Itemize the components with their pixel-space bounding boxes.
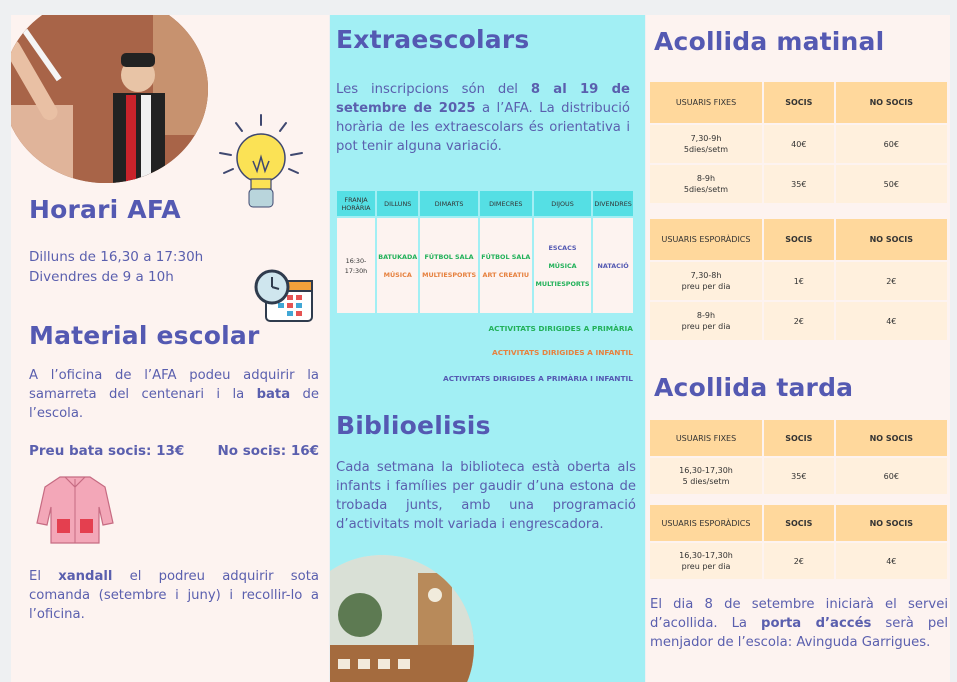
- fee-header: SOCIS: [764, 505, 834, 541]
- school-photo: [330, 555, 474, 682]
- fee-header: NO SOCIS: [836, 82, 947, 123]
- activity: MÚSICA: [548, 261, 577, 270]
- fee-row: [650, 543, 947, 579]
- schedule-header: FRANJA HORÀRIA: [337, 191, 375, 216]
- extra-text-a: Les inscripcions són del: [336, 82, 531, 97]
- fee-label-line: 16,30-17,30h: [679, 551, 733, 560]
- tarda-text-a: El dia 8 de setembre iniciarà el servei d’acollida. La: [650, 597, 948, 631]
- fee-nosocis: 60€: [836, 125, 947, 163]
- legend-primaria: ACTIVITATS DIRIGIDES A PRIMÀRIA: [488, 324, 633, 333]
- horari-schedule: [29, 247, 203, 287]
- acollida-tarda-title: Acollida tarda: [654, 373, 854, 402]
- material-text-bold: bata: [256, 387, 291, 402]
- fee-header: USUARIS FIXES: [650, 420, 762, 456]
- activity: FÚTBOL SALA: [424, 252, 474, 261]
- schedule-divendres: [593, 218, 633, 313]
- fee-header-row: [650, 420, 947, 456]
- price-nosocis: No socis: 16€: [217, 443, 319, 459]
- activity: NATACIÓ: [597, 261, 629, 270]
- fee-label-line: preu per dia: [681, 562, 731, 571]
- schedule-header-row: [337, 191, 633, 216]
- price-socis: Preu bata socis: 13€: [29, 443, 185, 459]
- fee-header-row: [650, 505, 947, 541]
- fee-header: USUARIS FIXES: [650, 82, 762, 123]
- fee-label-line: 5dies/setm: [683, 185, 729, 194]
- fee-socis: 40€: [764, 125, 834, 163]
- fee-label-line: 5dies/setm: [683, 145, 729, 154]
- activity: MULTIESPORTS: [422, 270, 477, 279]
- fee-label-line: 7,30-8h: [690, 271, 722, 280]
- schedule-header: DIJOUS: [534, 191, 591, 216]
- horari-line-2: Divendres de 9 a 10h: [29, 269, 174, 285]
- fee-label-line: preu per dia: [681, 322, 731, 331]
- fee-header-row: [650, 219, 947, 260]
- activity: ESCACS: [548, 243, 577, 252]
- fee-label-line: 5 dies/setm: [682, 477, 730, 486]
- fee-socis: 35€: [764, 458, 834, 494]
- material-text-a: A l’oficina de l’AFA podeu adquirir la samarreta del centenari i la: [29, 368, 319, 402]
- fee-header: USUARIS ESPORÀDICS: [650, 219, 762, 260]
- middle-column: [330, 15, 645, 682]
- fee-label: [650, 458, 762, 494]
- lightbulb-icon: [216, 113, 306, 223]
- xandall-description: [29, 567, 319, 624]
- fee-header: NO SOCIS: [836, 505, 947, 541]
- activity: MÚSICA: [383, 270, 412, 279]
- fee-nosocis: 50€: [836, 165, 947, 203]
- tarda-text-b: serà pel menjador de l’escola: Avinguda Garrigues.: [650, 616, 948, 650]
- schedule-header: DIVENDRES: [593, 191, 633, 216]
- fee-socis: 2€: [764, 543, 834, 579]
- fee-header: NO SOCIS: [836, 219, 947, 260]
- schedule-header: DILLUNS: [377, 191, 418, 216]
- schedule-dimarts: [420, 218, 477, 313]
- schedule-header: DIMECRES: [480, 191, 532, 216]
- legend-ambdues: ACTIVITATS DIRIGIDES A PRIMÀRIA I INFANTIL: [443, 374, 633, 383]
- xandall-text-bold: xandall: [58, 569, 113, 584]
- fee-label: [650, 165, 762, 203]
- fee-label: [650, 302, 762, 340]
- fee-nosocis: 4€: [836, 543, 947, 579]
- extra-text-bold: 8 al 19 de setembre de 2025: [336, 82, 631, 116]
- extraescolars-description: [336, 80, 630, 156]
- fee-header-row: [650, 82, 947, 123]
- fee-socis: 1€: [764, 262, 834, 300]
- xandall-text-b: el podreu adquirir sota comanda (setembre i juny) i recollir-lo a l’oficina.: [29, 569, 319, 622]
- fee-header: SOCIS: [764, 219, 834, 260]
- fee-row: [650, 165, 947, 203]
- bata-prices: [29, 443, 319, 459]
- tarda-esporadics-table: [648, 503, 949, 581]
- xandall-text-a: El: [29, 569, 59, 584]
- fee-label-line: 8-9h: [696, 174, 716, 183]
- fee-header: SOCIS: [764, 420, 834, 456]
- calendar-clock-icon: [254, 267, 314, 325]
- matinal-fixes-table: [648, 80, 949, 205]
- fee-row: [650, 302, 947, 340]
- fee-row: [650, 458, 947, 494]
- tarda-fixes-table: [648, 418, 949, 496]
- matinal-esporadics-table: [648, 217, 949, 342]
- extraescolars-title: Extraescolars: [336, 25, 530, 54]
- activity: MULTIESPORTS: [535, 279, 590, 288]
- fee-nosocis: 60€: [836, 458, 947, 494]
- biblioelisis-title: Biblioelisis: [336, 411, 491, 440]
- right-column: [646, 15, 950, 682]
- fee-label: [650, 125, 762, 163]
- material-description: [29, 366, 319, 423]
- horari-title: Horari AFA: [29, 195, 181, 224]
- horari-line-1: Dilluns de 16,30 a 17:30h: [29, 249, 204, 265]
- schedule-header: DIMARTS: [420, 191, 477, 216]
- fee-header: SOCIS: [764, 82, 834, 123]
- fee-label: [650, 543, 762, 579]
- bata-jacket-image: [35, 473, 115, 545]
- acollida-matinal-title: Acollida matinal: [654, 27, 885, 56]
- biblioelisis-description: Cada setmana la biblioteca està oberta als infants i famílies per gaudir d’una estona de trobada junts, amb una programació d’activitats molt variada i engrescadora.: [336, 460, 636, 532]
- fee-socis: 2€: [764, 302, 834, 340]
- fee-header: USUARIS ESPORÀDICS: [650, 505, 762, 541]
- activity: ART CREATIU: [482, 270, 530, 279]
- material-title: Material escolar: [29, 321, 260, 350]
- fee-nosocis: 2€: [836, 262, 947, 300]
- schedule-time: 16:30-17:30h: [337, 218, 375, 313]
- legend-infantil: ACTIVITATS DIRIGIDES A INFANTIL: [491, 348, 633, 357]
- fee-socis: 35€: [764, 165, 834, 203]
- fee-label-line: preu per dia: [681, 282, 731, 291]
- fee-label-line: 16,30-17,30h: [679, 466, 733, 475]
- left-column: [11, 15, 329, 682]
- schedule-dilluns: [377, 218, 418, 313]
- extraescolars-schedule-table: [335, 189, 635, 315]
- fee-row: [650, 125, 947, 163]
- schedule-dimecres: [480, 218, 532, 313]
- acollida-tarda-description: [650, 595, 948, 652]
- activity: FÚTBOL SALA: [481, 252, 531, 261]
- photo-gegant: [11, 15, 208, 183]
- tarda-text-bold: porta d’accés: [761, 616, 872, 631]
- schedule-row: [337, 218, 633, 313]
- fee-row: [650, 262, 947, 300]
- fee-label-line: 7,30-9h: [690, 134, 722, 143]
- activity: BATUKADA: [378, 252, 418, 261]
- extra-text-b: a l’AFA. La distribució horària de les extraescolars és orientativa i pot tenir alguna variació.: [336, 101, 630, 154]
- material-text-b: de l’escola.: [29, 387, 319, 421]
- schedule-dijous: [534, 218, 591, 313]
- fee-nosocis: 4€: [836, 302, 947, 340]
- fee-label-line: 8-9h: [696, 311, 716, 320]
- fee-header: NO SOCIS: [836, 420, 947, 456]
- fee-label: [650, 262, 762, 300]
